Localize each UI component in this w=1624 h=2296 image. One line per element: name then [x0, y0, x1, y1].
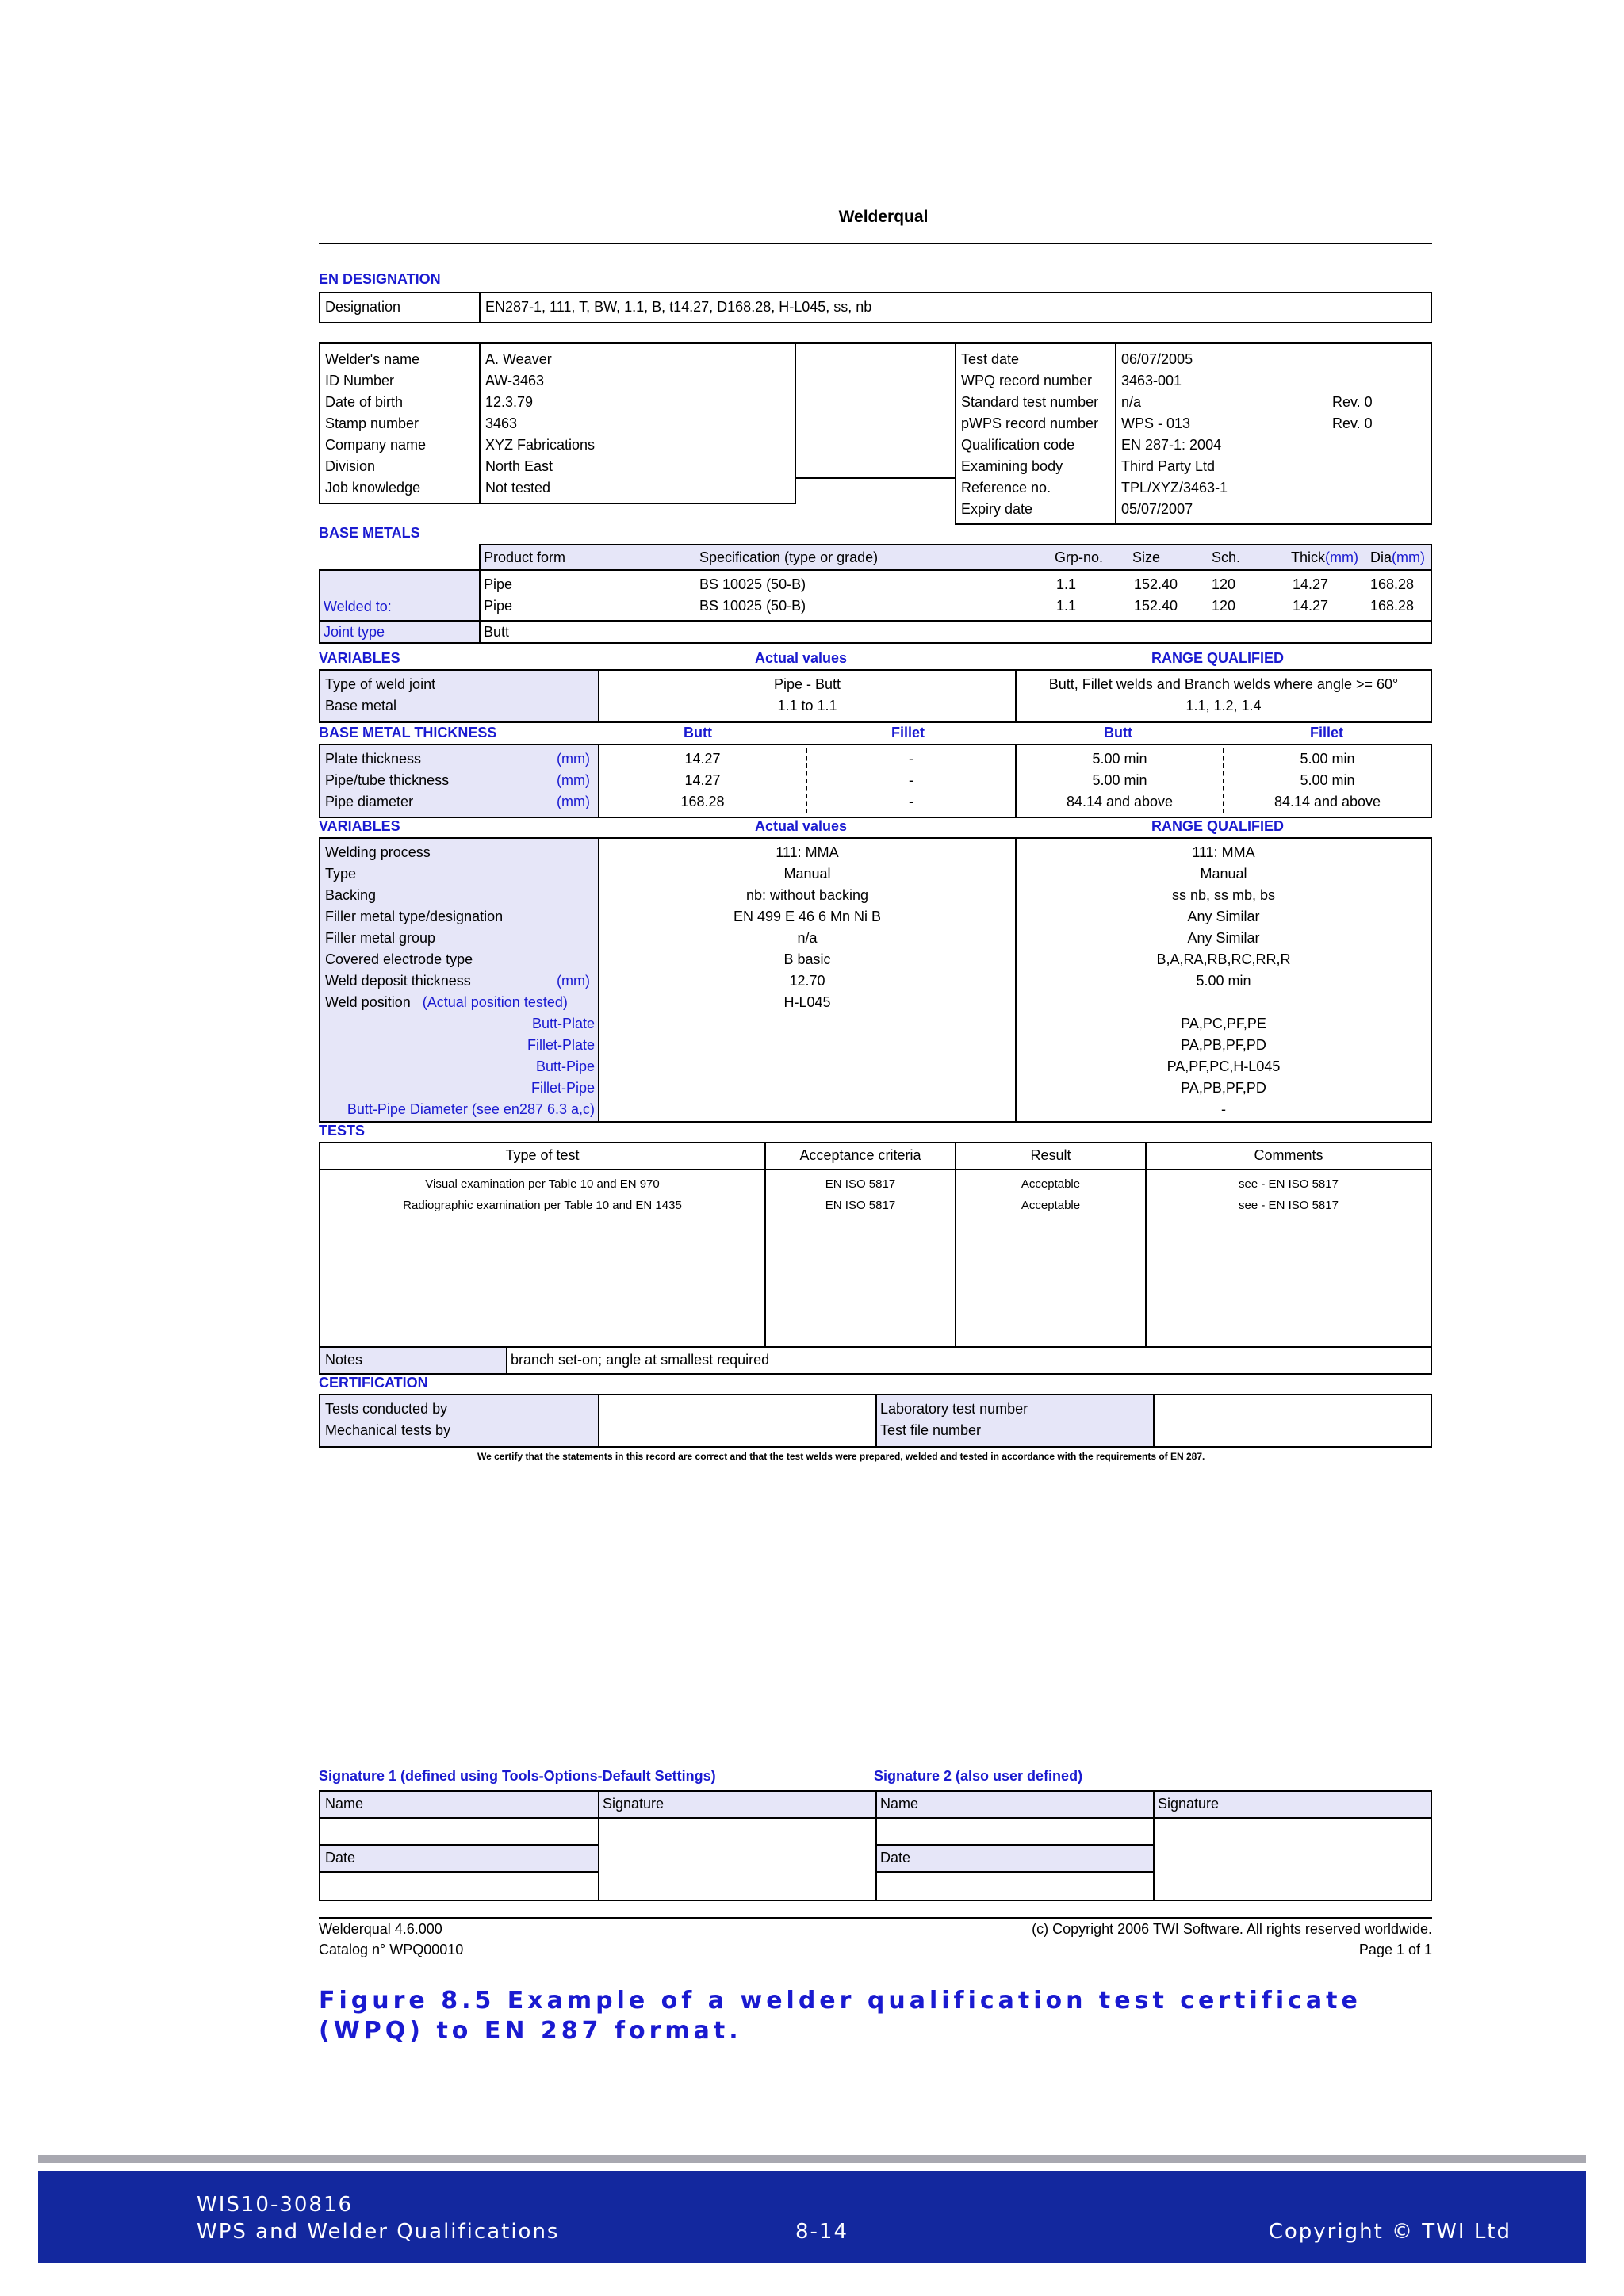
range-value: PA,PB,PF,PD — [1181, 1080, 1266, 1096]
signature-1-heading: Signature 1 (defined using Tools-Options-Default Settings) — [319, 1768, 716, 1784]
thickness-label: Pipe/tube thickness — [325, 772, 450, 788]
test-info-label: WPQ record number — [961, 373, 1093, 388]
col-grp-no: Grp-no. — [1055, 549, 1104, 565]
sig1-signature-label: Signature — [603, 1796, 665, 1812]
test-acceptance: EN ISO 5817 — [825, 1177, 896, 1191]
test-info-value: 05/07/2007 — [1121, 501, 1193, 517]
range-butt: 5.00 min — [1092, 772, 1147, 788]
test-info-values — [1121, 349, 1228, 520]
welder-details-box — [319, 342, 796, 504]
test-acceptance: EN ISO 5817 — [825, 1199, 896, 1212]
range-value: 5.00 min — [1196, 973, 1251, 989]
certification-label: Tests conducted by — [325, 1401, 448, 1417]
variables-2-box — [319, 837, 1432, 1123]
actual-value: Pipe - Butt — [773, 676, 841, 692]
doc-page: Page 1 of 1 — [1358, 1942, 1432, 1957]
welder-value: Not tested — [485, 480, 551, 496]
figure-caption: Figure 8.5 Example of a welder qualification test certificate (WPQ) to EN 287 format. — [319, 1987, 1362, 2045]
welder-value: XYZ Fabrications — [485, 437, 596, 453]
test-info-labels — [961, 349, 1098, 520]
unit-label: (mm) — [557, 973, 590, 989]
range-value — [1017, 992, 1431, 1013]
range-value: B,A,RA,RB,RC,RR,R — [1156, 951, 1291, 967]
base-metals-rows — [479, 569, 1432, 622]
thick: 14.27 — [1293, 576, 1329, 592]
test-info-box — [955, 342, 1432, 525]
grp-no: 1.1 — [1056, 598, 1077, 614]
tests-heading: TESTS — [319, 1123, 366, 1138]
col-dia: Dia(mm) — [1370, 549, 1425, 565]
welder-label: Job knowledge — [325, 480, 421, 496]
dia: 168.28 — [1370, 598, 1415, 614]
variables-heading: VARIABLES — [319, 650, 400, 666]
en-designation-heading: EN DESIGNATION — [319, 271, 441, 287]
thickness-col-butt: Butt — [1104, 725, 1132, 740]
actual-value: 111: MMA — [776, 844, 839, 860]
thickness-label: Pipe diameter — [325, 794, 414, 809]
col-specification: Specification (type or grade) — [699, 549, 879, 565]
sch: 120 — [1212, 598, 1236, 614]
actual-butt: 14.27 — [684, 772, 721, 788]
range-fillet: 84.14 and above — [1274, 794, 1381, 809]
designation-value: EN287-1, 111, T, BW, 1.1, B, t14.27, D168.28, H-L045, ss, nb — [485, 299, 872, 315]
signature-table — [319, 1790, 1432, 1901]
range-value: PA,PF,PC,H-L045 — [1166, 1058, 1281, 1074]
tests-col-type: Type of test — [505, 1147, 580, 1163]
specification: BS 10025 (50-B) — [699, 576, 806, 592]
variable-label: Base metal — [325, 698, 397, 714]
test-info-value: Third Party Ltd — [1121, 458, 1216, 474]
joint-type-label-cell — [319, 620, 481, 644]
welded-to-label: Welded to: — [324, 599, 392, 614]
range-value: 111: MMA — [1192, 844, 1255, 860]
sig2-date-label: Date — [880, 1850, 911, 1866]
welder-value: 12.3.79 — [485, 394, 534, 410]
welder-values — [485, 349, 595, 499]
test-info-label: Reference no. — [961, 480, 1051, 496]
certification-label: Mechanical tests by — [325, 1422, 451, 1438]
variable-label: Welding process — [325, 844, 431, 860]
test-info-label: Expiry date — [961, 501, 1033, 517]
test-result: Acceptable — [1021, 1177, 1081, 1191]
grp-no: 1.1 — [1056, 576, 1077, 592]
dia: 168.28 — [1370, 576, 1415, 592]
test-info-value: 3463-001 — [1121, 373, 1182, 388]
tests-table — [319, 1142, 1432, 1348]
sig2-name-label: Name — [880, 1796, 919, 1812]
designation-label: Designation — [325, 299, 401, 315]
sig1-name-label: Name — [325, 1796, 364, 1812]
range-value: PA,PB,PF,PD — [1181, 1037, 1266, 1053]
actual-fillet: - — [909, 772, 914, 788]
test-info-value: TPL/XYZ/3463-1 — [1121, 480, 1228, 496]
position-sub-label: Butt-Plate — [531, 1016, 595, 1031]
actual-fillet: - — [909, 751, 914, 767]
certification-label: Laboratory test number — [880, 1401, 1028, 1417]
range-qualified-heading: RANGE QUALIFIED — [1151, 650, 1285, 666]
position-sub-label: Butt-Pipe Diameter (see en287 6.3 a,c) — [347, 1101, 595, 1117]
range-value: PA,PC,PF,PE — [1181, 1016, 1266, 1031]
position-sub-label: Fillet-Pipe — [530, 1080, 595, 1096]
test-info-label: Examining body — [961, 458, 1063, 474]
footer-rule — [38, 2155, 1586, 2163]
welder-value: North East — [485, 458, 553, 474]
actual-values-heading: Actual values — [755, 650, 848, 666]
base-metal-thickness-heading: BASE METAL THICKNESS — [319, 725, 497, 740]
page-footer — [38, 2171, 1586, 2263]
welded-to-cell — [319, 569, 481, 622]
actual-fillet: - — [909, 794, 914, 809]
welder-label: Welder's name — [325, 351, 420, 367]
test-info-value: 06/07/2005 — [1121, 351, 1193, 367]
actual-value: B basic — [783, 951, 831, 967]
welder-label: Company name — [325, 437, 427, 453]
position-sub-label: Butt-Pipe — [535, 1058, 595, 1074]
actual-value: n/a — [797, 930, 818, 946]
welder-value: AW-3463 — [485, 373, 545, 388]
test-info-value: n/a — [1121, 394, 1142, 410]
thick: 14.27 — [1293, 598, 1329, 614]
range-value: 1.1, 1.2, 1.4 — [1185, 698, 1262, 714]
thickness-box — [319, 744, 1432, 818]
col-product-form: Product form — [484, 549, 566, 565]
thickness-col-fillet: Fillet — [1310, 725, 1344, 740]
actual-values-heading: Actual values — [755, 818, 848, 834]
welder-label: ID Number — [325, 373, 395, 388]
range-value: Butt, Fillet welds and Branch welds where angle >= 60° — [1048, 676, 1399, 692]
actual-value: nb: without backing — [745, 887, 869, 903]
variable-label: Type of weld joint — [325, 676, 436, 692]
joint-type-value: Butt — [484, 624, 510, 640]
variable-label: Filler metal type/designation — [325, 909, 504, 924]
doc-version: Welderqual 4.6.000 — [319, 1921, 442, 1937]
variable-label: Type — [325, 866, 357, 882]
size: 152.40 — [1134, 576, 1178, 592]
col-thick: Thick(mm) — [1291, 549, 1358, 565]
test-info-label: Standard test number — [961, 394, 1099, 410]
actual-value: Manual — [783, 866, 831, 882]
test-info-label: pWPS record number — [961, 415, 1099, 431]
product-form: Pipe — [484, 576, 513, 592]
signature-2-heading: Signature 2 (also user defined) — [874, 1768, 1083, 1784]
range-fillet: 5.00 min — [1300, 751, 1355, 767]
variable-label: Filler metal group — [325, 930, 436, 946]
test-info-value: EN 287-1: 2004 — [1121, 437, 1222, 453]
joint-type-label: Joint type — [324, 624, 385, 640]
actual-butt: 14.27 — [684, 751, 721, 767]
actual-value: H-L045 — [783, 994, 831, 1010]
welder-labels — [325, 349, 426, 499]
actual-butt: 168.28 — [680, 794, 725, 809]
position-sub-label: Fillet-Plate — [527, 1037, 595, 1053]
unit-label: (mm) — [557, 794, 590, 809]
range-fillet: 5.00 min — [1300, 772, 1355, 788]
footer-code: WIS10-30816 — [197, 2193, 354, 2217]
certification-heading: CERTIFICATION — [319, 1375, 428, 1391]
sch: 120 — [1212, 576, 1236, 592]
range-value: Any Similar — [1187, 930, 1260, 946]
rev-label: Rev. 0 — [1332, 415, 1373, 431]
base-metals-heading: BASE METALS — [319, 525, 420, 541]
size: 152.40 — [1134, 598, 1178, 614]
weld-position-note: (Actual position tested) — [422, 994, 568, 1010]
doc-catalog: Catalog n° WPQ00010 — [319, 1942, 464, 1957]
joint-type-value-cell — [479, 620, 1432, 644]
test-info-label: Test date — [961, 351, 1020, 367]
unit-label: (mm) — [557, 772, 590, 788]
range-value: Any Similar — [1187, 909, 1260, 924]
col-sch: Sch. — [1212, 549, 1241, 565]
designation-box — [319, 292, 1432, 323]
thickness-label: Plate thickness — [325, 751, 422, 767]
variable-label: Weld position (Actual position tested) — [325, 994, 568, 1010]
variable-label: Weld deposit thickness — [325, 973, 471, 989]
range-value: Manual — [1200, 866, 1247, 882]
range-value: ss nb, ss mb, bs — [1171, 887, 1276, 903]
variable-label: Covered electrode type — [325, 951, 473, 967]
range-qualified-heading: RANGE QUALIFIED — [1151, 818, 1285, 834]
test-type: Visual examination per Table 10 and EN 970 — [425, 1177, 660, 1191]
notes-value: branch set-on; angle at smallest required — [511, 1352, 770, 1368]
variables-heading: VARIABLES — [319, 818, 400, 834]
actual-value: 1.1 to 1.1 — [777, 698, 837, 714]
doc-copyright: (c) Copyright 2006 TWI Software. All rights reserved worldwide. — [1032, 1921, 1432, 1937]
certification-label: Test file number — [880, 1422, 982, 1438]
title-rule — [319, 243, 1432, 244]
specification: BS 10025 (50-B) — [699, 598, 806, 614]
certification-statement: We certify that the statements in this record are correct and that the test welds were prepared, welded and tested in accordance with the requirements of EN 287. — [477, 1451, 1205, 1462]
notes-label: Notes — [325, 1352, 363, 1368]
col-size: Size — [1132, 549, 1161, 565]
rev-label: Rev. 0 — [1332, 394, 1373, 410]
photo-box — [795, 342, 956, 479]
welder-label: Stamp number — [325, 415, 419, 431]
base-metals-header — [479, 544, 1432, 571]
product-form: Pipe — [484, 598, 513, 614]
test-type: Radiographic examination per Table 10 and EN 1435 — [403, 1199, 682, 1212]
tests-col-result: Result — [1030, 1147, 1071, 1163]
welder-value: 3463 — [485, 415, 518, 431]
sig1-date-label: Date — [325, 1850, 356, 1866]
welder-label: Date of birth — [325, 394, 404, 410]
range-butt: 84.14 and above — [1066, 794, 1174, 809]
welder-label: Division — [325, 458, 376, 474]
tests-col-comments: Comments — [1254, 1147, 1323, 1163]
range-value: - — [1221, 1101, 1226, 1117]
variables-1-box — [319, 669, 1432, 723]
test-info-label: Qualification code — [961, 437, 1075, 453]
certification-box — [319, 1394, 1432, 1448]
thickness-col-butt: Butt — [684, 725, 712, 740]
variable-label: Backing — [325, 887, 377, 903]
actual-value: EN 499 E 46 6 Mn Ni B — [733, 909, 882, 924]
app-title: Welderqual — [838, 208, 929, 226]
footer-title: WPS and Welder Qualifications — [197, 2220, 560, 2244]
thickness-col-fillet: Fillet — [891, 725, 925, 740]
welder-value: A. Weaver — [485, 351, 552, 367]
test-comments: see - EN ISO 5817 — [1239, 1199, 1339, 1212]
test-comments: see - EN ISO 5817 — [1239, 1177, 1339, 1191]
notes-row — [319, 1346, 1432, 1375]
unit-label: (mm) — [557, 751, 590, 767]
footer-copyright: Copyright © TWI Ltd — [1268, 2220, 1511, 2244]
footer-page-number: 8-14 — [795, 2220, 849, 2244]
sig2-signature-label: Signature — [1158, 1796, 1220, 1812]
test-result: Acceptable — [1021, 1199, 1081, 1212]
tests-col-acceptance: Acceptance criteria — [799, 1147, 921, 1163]
test-info-value: WPS - 013 — [1121, 415, 1191, 431]
range-butt: 5.00 min — [1092, 751, 1147, 767]
actual-value: 12.70 — [789, 973, 825, 989]
